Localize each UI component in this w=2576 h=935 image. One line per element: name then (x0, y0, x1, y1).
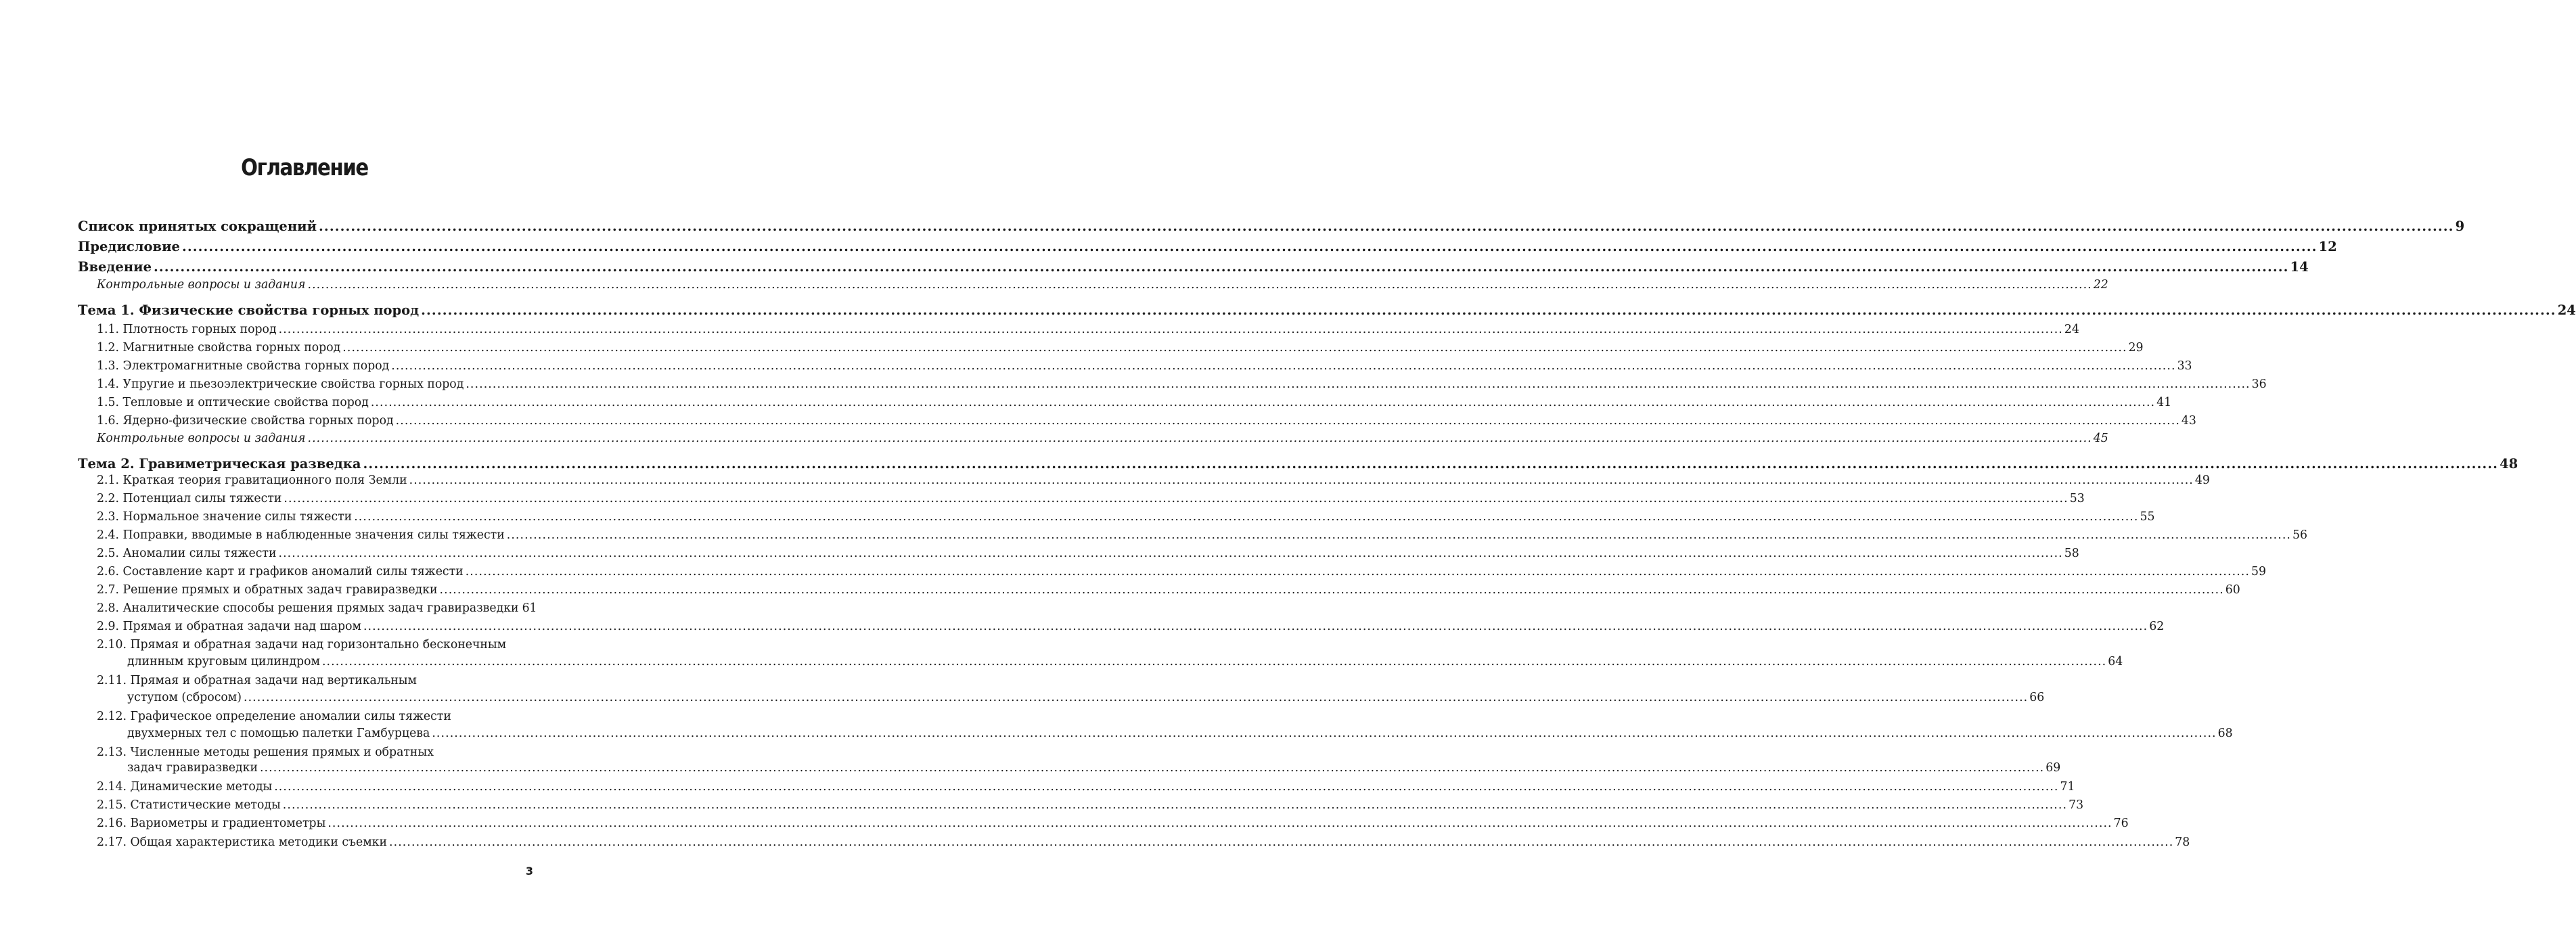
toc-entry-title: 1.5. Тепловые и оптические свойства пород (97, 396, 369, 409)
toc-entry-page: 33 (2177, 359, 2192, 373)
toc-entry[interactable] (97, 414, 2196, 428)
toc-entry[interactable] (127, 727, 2233, 740)
dot-leader: ................................................................................................................................................................................................................................................................................................................................................................................................................ (319, 219, 2454, 234)
toc-entry-title: Контрольные вопросы и задания (97, 278, 306, 292)
dot-leader: ................................................................................................................................................................................................................................................................................................................................................................................................................ (278, 323, 2063, 336)
dot-leader: ................................................................................................................................................................................................................................................................................................................................................................................................................ (439, 583, 2224, 597)
dot-leader: ................................................................................................................................................................................................................................................................................................................................................................................................................ (389, 836, 2174, 849)
dot-leader: ................................................................................................................................................................................................................................................................................................................................................................................................................ (370, 396, 2156, 409)
toc-entry-page: 58 (2064, 547, 2079, 560)
toc-entry-page: 12 (2318, 239, 2337, 254)
dot-leader: ................................................................................................................................................................................................................................................................................................................................................................................................................ (278, 547, 2063, 560)
toc-entry-page: 68 (2217, 727, 2233, 740)
toc-entry[interactable] (97, 620, 2165, 633)
dot-leader: ................................................................................................................................................................................................................................................................................................................................................................................................................ (465, 565, 2250, 578)
toc-entry-title: 2.15. Статистические методы (97, 798, 281, 812)
dot-leader: ................................................................................................................................................................................................................................................................................................................................................................................................................ (259, 761, 2045, 775)
toc-entry[interactable] (97, 278, 2108, 292)
toc-entry[interactable] (97, 323, 2079, 336)
toc-entry-title: 1.2. Магнитные свойства горных пород (97, 341, 341, 355)
toc-entry[interactable] (97, 341, 2144, 355)
dot-leader: ................................................................................................................................................................................................................................................................................................................................................................................................................ (327, 817, 2112, 830)
toc-entry-page: 61 (522, 601, 537, 615)
toc-entry[interactable] (78, 302, 2576, 318)
toc-entry[interactable] (97, 474, 2210, 487)
toc-entry-title: двухмерных тел с помощью палетки Гамбурцева (127, 727, 430, 740)
dot-leader: ................................................................................................................................................................................................................................................................................................................................................................................................................ (409, 474, 2194, 487)
dot-leader: ................................................................................................................................................................................................................................................................................................................................................................................................................ (466, 378, 2251, 391)
toc-entry-page: 73 (2069, 798, 2084, 812)
toc-entry-title[interactable]: 2.12. Графическое определение аномалии силы тяжести (97, 710, 451, 723)
toc-entry[interactable] (97, 583, 2240, 597)
toc-entry-page: 14 (2290, 259, 2309, 275)
toc-entry[interactable] (97, 396, 2172, 409)
toc-entry-title: уступом (сбросом) (127, 691, 242, 704)
toc-entry-title: 2.5. Аномалии силы тяжести (97, 547, 277, 560)
toc-entry-page: 71 (2060, 780, 2075, 794)
dot-leader: ................................................................................................................................................................................................................................................................................................................................................................................................................ (395, 414, 2180, 428)
toc-entry-title: 2.9. Прямая и обратная задачи над шаром (97, 620, 361, 633)
dot-leader: ................................................................................................................................................................................................................................................................................................................................................................................................................ (354, 510, 2139, 524)
dot-leader: ................................................................................................................................................................................................................................................................................................................................................................................................................ (342, 341, 2127, 355)
dot-leader: ................................................................................................................................................................................................................................................................................................................................................................................................................ (274, 780, 2059, 794)
toc-entry-page: 78 (2175, 836, 2190, 849)
toc-entry-title: 2.1. Краткая теория гравитационного поля Земли (97, 474, 407, 487)
toc-entry-title: задач гравиразведки (127, 761, 258, 775)
dot-leader: ................................................................................................................................................................................................................................................................................................................................................................................................................ (153, 259, 2289, 275)
dot-leader: ................................................................................................................................................................................................................................................................................................................................................................................................................ (363, 456, 2499, 472)
toc-entry-page: 24 (2064, 323, 2079, 336)
toc-entry[interactable] (78, 239, 2337, 254)
dot-leader: ................................................................................................................................................................................................................................................................................................................................................................................................................ (432, 727, 2217, 740)
toc-entry-title: Тема 1. Физические свойства горных пород (78, 302, 420, 318)
dot-leader: ................................................................................................................................................................................................................................................................................................................................................................................................................ (307, 432, 2092, 445)
toc-entry-page: 41 (2156, 396, 2172, 409)
dot-leader: ................................................................................................................................................................................................................................................................................................................................................................................................................ (307, 278, 2092, 292)
toc-entry-page: 49 (2194, 474, 2210, 487)
dot-leader: ................................................................................................................................................................................................................................................................................................................................................................................................................ (284, 492, 2069, 505)
toc-entry-page: 48 (2500, 456, 2518, 472)
toc-entry[interactable] (97, 547, 2079, 560)
toc-entry-title: 2.7. Решение прямых и обратных задач гравиразведки (97, 583, 438, 597)
toc-entry-title: Введение (78, 259, 152, 275)
toc-entry[interactable] (97, 565, 2266, 578)
toc-entry-page: 36 (2251, 378, 2267, 391)
dot-leader: ................................................................................................................................................................................................................................................................................................................................................................................................................ (506, 528, 2292, 542)
toc-entry[interactable] (127, 691, 2045, 704)
toc-entry-page: 55 (2140, 510, 2155, 524)
dot-leader: ................................................................................................................................................................................................................................................................................................................................................................................................................ (282, 798, 2068, 812)
toc-entry-page: 59 (2251, 565, 2266, 578)
toc-entry[interactable] (97, 359, 2192, 373)
toc-entry-title: 1.1. Плотность горных пород (97, 323, 277, 336)
dot-leader: ................................................................................................................................................................................................................................................................................................................................................................................................................ (181, 239, 2318, 254)
toc-entry-title: 2.4. Поправки, вводимые в наблюденные значения силы тяжести (97, 528, 505, 542)
toc-entry[interactable] (97, 798, 2084, 812)
toc-entry-title: 2.16. Вариометры и градиентометры (97, 817, 326, 830)
toc-entry[interactable] (127, 655, 2123, 668)
toc-entry-page: 22 (2093, 278, 2108, 292)
toc-entry-page: 64 (2108, 655, 2123, 668)
dot-leader: ................................................................................................................................................................................................................................................................................................................................................................................................................ (391, 359, 2176, 373)
toc-entry-page: 56 (2292, 528, 2308, 542)
toc-entry-page: 76 (2113, 817, 2129, 830)
toc-entry-title: 2.17. Общая характеристика методики съемки (97, 836, 388, 849)
toc-entry-page: 53 (2069, 492, 2085, 505)
dot-leader: ................................................................................................................................................................................................................................................................................................................................................................................................................ (421, 302, 2556, 318)
toc-entry[interactable] (97, 817, 2129, 830)
toc-entry-title: 2.8. Аналитические способы решения прямых задач гравиразведки (97, 601, 519, 615)
toc-entry-title: Список принятых сокращений (78, 219, 317, 234)
toc-entry-title: 1.4. Упругие и пьезоэлектрические свойства горных пород (97, 378, 464, 391)
toc-entry-page: 43 (2181, 414, 2196, 428)
toc-entry[interactable] (127, 761, 2061, 775)
dot-leader: ................................................................................................................................................................................................................................................................................................................................................................................................................ (363, 620, 2148, 633)
toc-entry-title: 2.2. Потенциал силы тяжести (97, 492, 282, 505)
toc-entry[interactable] (97, 492, 2085, 505)
toc-entry[interactable] (97, 378, 2267, 391)
toc-entry-title: 2.14. Динамические методы (97, 780, 273, 794)
toc-entry-title: Предисловие (78, 239, 180, 254)
toc-entry-page: 62 (2149, 620, 2165, 633)
toc-entry-title: 2.3. Нормальное значение силы тяжести (97, 510, 353, 524)
toc-entry[interactable] (78, 259, 2309, 275)
toc-entry[interactable] (97, 601, 537, 615)
toc-entry-page: 29 (2128, 341, 2144, 355)
toc-entry-title: длинным круговым цилиндром (127, 655, 320, 668)
toc-entry[interactable] (97, 432, 2108, 445)
toc-entry-title: Тема 2. Гравиметрическая разведка (78, 456, 361, 472)
toc-entry-title: 1.6. Ядерно-физические свойства горных пород (97, 414, 394, 428)
toc-entry-page: 45 (2093, 432, 2108, 445)
toc-entry-title: 2.6. Составление карт и графиков аномалий силы тяжести (97, 565, 464, 578)
toc-entry-page: 60 (2225, 583, 2240, 597)
toc-entry[interactable] (78, 219, 2465, 234)
toc-entry-title[interactable]: 2.11. Прямая и обратная задачи над вертикальным (97, 674, 417, 687)
toc-entry[interactable] (97, 780, 2075, 794)
toc-entry[interactable] (97, 836, 2190, 849)
toc-entry-page: 66 (2029, 691, 2045, 704)
dot-leader: ................................................................................................................................................................................................................................................................................................................................................................................................................ (321, 655, 2107, 668)
toc-entry-title: 1.3. Электромагнитные свойства горных пород (97, 359, 390, 373)
toc-entry-title[interactable]: 2.10. Прямая и обратная задачи над горизонтально бесконечным (97, 638, 507, 652)
toc-entry[interactable] (97, 510, 2155, 524)
toc-entry-page: 24 (2557, 302, 2576, 318)
toc-entry[interactable] (78, 456, 2518, 472)
toc-entry[interactable] (97, 528, 2308, 542)
dot-leader: ................................................................................................................................................................................................................................................................................................................................................................................................................ (244, 691, 2029, 704)
toc-entry-title[interactable]: 2.13. Численные методы решения прямых и обратных (97, 746, 434, 759)
toc-entry-title: Контрольные вопросы и задания (97, 432, 306, 445)
page-title: Оглавление (241, 154, 368, 181)
toc-entry-page: 69 (2046, 761, 2061, 775)
page-number: 3 (525, 865, 533, 877)
toc-entry-page: 9 (2455, 219, 2465, 234)
